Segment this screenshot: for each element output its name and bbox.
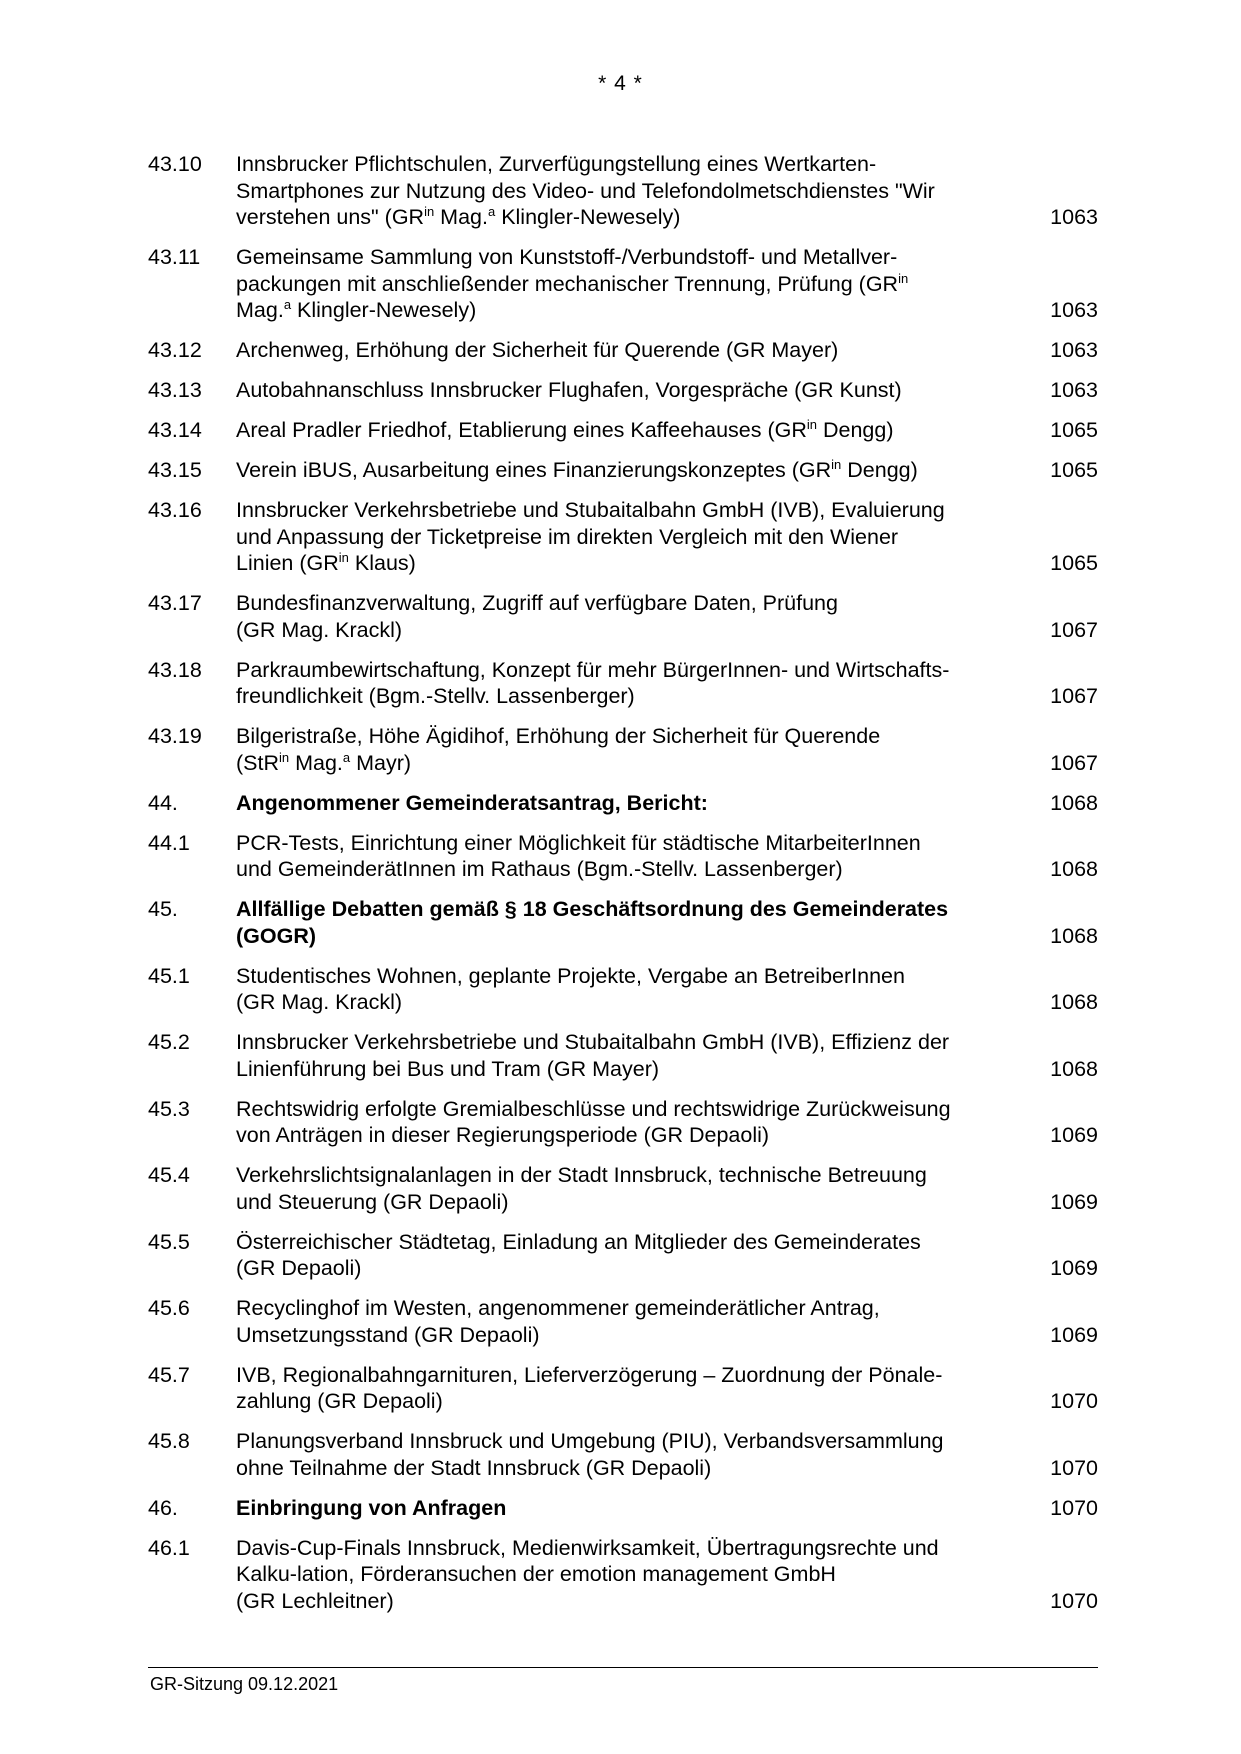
toc-entry bbox=[148, 830, 1098, 883]
entry-page: 1067 bbox=[1050, 617, 1098, 642]
entry-number: 43.18 bbox=[148, 657, 202, 682]
entry-title: Innsbrucker Verkehrsbetriebe und Stubaitalbahn GmbH (IVB), Evaluierung und Anpassung der Ticketpreise im direkten Vergleich mit den Wiener Linien ($GR^{in}$ Klaus) bbox=[236, 498, 945, 575]
page-number: * 4 * bbox=[598, 72, 643, 95]
entry-number: 46.1 bbox=[148, 1535, 190, 1560]
entry-page: 1067 bbox=[1050, 684, 1098, 708]
toc-entry bbox=[148, 1029, 1098, 1082]
entry-page: 1068 bbox=[1050, 790, 1098, 815]
entry-number: 45.8 bbox=[148, 1429, 190, 1453]
toc-entry bbox=[148, 244, 1098, 324]
toc-entry bbox=[148, 1295, 1098, 1348]
toc-entry bbox=[148, 1428, 1098, 1481]
entry-title: Autobahnanschluss Innsbrucker Flughafen, Vorgespräche (GR Kunst) bbox=[236, 378, 902, 402]
entry-title: Archenweg, Erhöhung der Sicherheit für Querende (GR Mayer) bbox=[236, 338, 839, 362]
entry-page: 1069 bbox=[1050, 1256, 1098, 1280]
toc-entry bbox=[148, 417, 1098, 444]
entry-page: 1063 bbox=[1050, 378, 1098, 402]
entry-number: 46. bbox=[148, 1495, 178, 1520]
entry-title: PCR-Tests, Einrichtung einer Möglichkeit für städtische MitarbeiterInnen und GemeinderätInnen im Rathaus (Bgm.-Stellv. Lassenberger) bbox=[236, 830, 921, 881]
entry-page: 1069 bbox=[1050, 1322, 1098, 1347]
entry-number: 45.5 bbox=[148, 1229, 190, 1254]
entry-title: Rechtswidrig erfolgte Gremialbeschlüsse und rechtswidrige Zurückweisung von Anträgen in dieser Regierungsperiode (GR Depaoli) bbox=[236, 1096, 951, 1147]
entry-title: Verkehrslichtsignalanlagen in der Stadt Innsbruck, technische Betreuung und Steuerung (GR Depaoli) bbox=[236, 1163, 927, 1214]
footer-divider bbox=[148, 1667, 1098, 1668]
entry-number: 44. bbox=[148, 790, 178, 815]
entry-page: 1065 bbox=[1050, 418, 1098, 442]
entry-number: 45.2 bbox=[148, 1030, 190, 1054]
entry-title: Allfällige Debatten gemäß § 18 Geschäftsordnung des Gemeinderates (GOGR) bbox=[236, 897, 949, 948]
entry-number: 44.1 bbox=[148, 830, 190, 855]
entry-page: 1065 bbox=[1050, 551, 1098, 575]
entry-page: 1070 bbox=[1050, 1389, 1098, 1413]
entry-number: 45. bbox=[148, 897, 178, 921]
entry-number: 43.13 bbox=[148, 378, 202, 402]
entry-title: Parkraumbewirtschaftung, Konzept für mehr BürgerInnen- und Wirtschafts- freundlichkeit (Bgm.-Stellv. Lassenberger) bbox=[236, 657, 950, 708]
entry-page: 1068 bbox=[1050, 857, 1098, 881]
entry-title: Recyclinghof im Westen, angenommener gemeinderätlicher Antrag, Umsetzungsstand (GR Depaoli) bbox=[236, 1296, 880, 1347]
entry-title: IVB, Regionalbahngarnituren, Lieferverzögerung – Zuordnung der Pönale- zahlung (GR Depaoli) bbox=[236, 1362, 943, 1413]
entry-number: 43.17 bbox=[148, 591, 202, 615]
entry-title: Innsbrucker Pflichtschulen, Zurverfügungstellung eines Wertkarten- Smartphones zur Nutzung des Video- und Telefondolmetschdienstes "Wir verstehen uns" ($GR^{in}$ Mag.$^a$ Klingler-Newesely) bbox=[236, 152, 935, 229]
toc-entry bbox=[148, 590, 1098, 643]
toc-section-heading bbox=[148, 790, 1098, 817]
entry-title: Österreichischer Städtetag, Einladung an Mitglieder des Gemeinderates (GR Depaoli) bbox=[236, 1229, 921, 1280]
entry-page: 1063 bbox=[1050, 205, 1098, 229]
footer-text: GR-Sitzung 09.12.2021 bbox=[150, 1674, 339, 1694]
entry-title: Davis-Cup-Finals Innsbruck, Medienwirksamkeit, Übertragungsrechte und Kalku-lation, Förderansuchen der emotion management GmbH (GR Lechleitner) bbox=[236, 1535, 939, 1613]
toc-entry bbox=[148, 963, 1098, 1016]
entry-page: 1063 bbox=[1050, 338, 1098, 362]
entry-title: Innsbrucker Verkehrsbetriebe und Stubaitalbahn GmbH (IVB), Effizienz der Linienführung bei Bus und Tram (GR Mayer) bbox=[236, 1030, 950, 1081]
entry-number: 45.6 bbox=[148, 1296, 190, 1320]
toc-entry bbox=[148, 337, 1098, 364]
entry-number: 43.15 bbox=[148, 458, 202, 482]
entry-page: 1070 bbox=[1050, 1588, 1098, 1613]
toc-entry bbox=[148, 1535, 1098, 1615]
entry-page: 1065 bbox=[1050, 458, 1098, 482]
entry-title: Studentisches Wohnen, geplante Projekte, Vergabe an BetreiberInnen (GR Mag. Krackl) bbox=[236, 963, 905, 1014]
toc-section-heading bbox=[148, 896, 1098, 949]
entry-number: 43.11 bbox=[148, 245, 201, 269]
entry-number: 43.12 bbox=[148, 338, 202, 362]
entry-page: 1069 bbox=[1050, 1189, 1098, 1214]
entry-title: Planungsverband Innsbruck und Umgebung (PIU), Verbandsversammlung ohne Teilnahme der Stadt Innsbruck (GR Depaoli) bbox=[236, 1429, 944, 1480]
entry-page: 1067 bbox=[1050, 750, 1098, 775]
entry-title: Einbringung von Anfragen bbox=[236, 1495, 507, 1520]
entry-page: 1068 bbox=[1050, 990, 1098, 1014]
table-of-contents bbox=[148, 151, 1098, 1628]
entry-page: 1069 bbox=[1050, 1123, 1098, 1147]
entry-number: 45.4 bbox=[148, 1163, 190, 1187]
entry-title: Gemeinsame Sammlung von Kunststoff-/Verbundstoff- und Metallver- packungen mit anschließender mechanischer Trennung, Prüfung ($GR^{in}$ Mag.$^a$ Klingler-Newesely) bbox=[236, 245, 909, 322]
toc-entry bbox=[148, 457, 1098, 484]
entry-page: 1070 bbox=[1050, 1495, 1098, 1520]
entry-title: Angenommener Gemeinderatsantrag, Bericht: bbox=[236, 790, 708, 815]
entry-page: 1063 bbox=[1050, 298, 1098, 322]
entry-page: 1070 bbox=[1050, 1455, 1098, 1480]
entry-title: Bilgeristraße, Höhe Ägidihof, Erhöhung der Sicherheit für Querende (StR$^{in}$ Mag.$^a$ Mayr) bbox=[236, 724, 881, 775]
toc-entry bbox=[148, 1162, 1098, 1215]
entry-number: 43.14 bbox=[148, 418, 202, 442]
entry-number: 45.7 bbox=[148, 1362, 190, 1387]
entry-number: 45.3 bbox=[148, 1096, 190, 1121]
toc-entry bbox=[148, 657, 1098, 710]
entry-number: 43.10 bbox=[148, 152, 202, 176]
entry-number: 43.19 bbox=[148, 724, 202, 748]
toc-entry bbox=[148, 151, 1098, 231]
entry-number: 45.1 bbox=[148, 963, 190, 988]
entry-title: Verein iBUS, Ausarbeitung eines Finanzierungskonzeptes ($GR^{in}$ Dengg) bbox=[236, 456, 918, 482]
toc-section-heading bbox=[148, 1495, 1098, 1522]
entry-title: Bundesfinanzverwaltung, Zugriff auf verfügbare Daten, Prüfung (GR Mag. Krackl) bbox=[236, 591, 838, 642]
toc-entry bbox=[148, 723, 1098, 776]
toc-entry bbox=[148, 1362, 1098, 1415]
toc-entry bbox=[148, 377, 1098, 404]
toc-entry bbox=[148, 1229, 1098, 1282]
entry-number: 43.16 bbox=[148, 498, 202, 522]
entry-page: 1068 bbox=[1050, 1056, 1098, 1081]
toc-entry bbox=[148, 497, 1098, 577]
entry-page: 1068 bbox=[1050, 923, 1098, 948]
entry-title: Areal Pradler Friedhof, Etablierung eines Kaffeehauses ($GR^{in}$ Dengg) bbox=[236, 416, 894, 442]
toc-entry bbox=[148, 1096, 1098, 1149]
